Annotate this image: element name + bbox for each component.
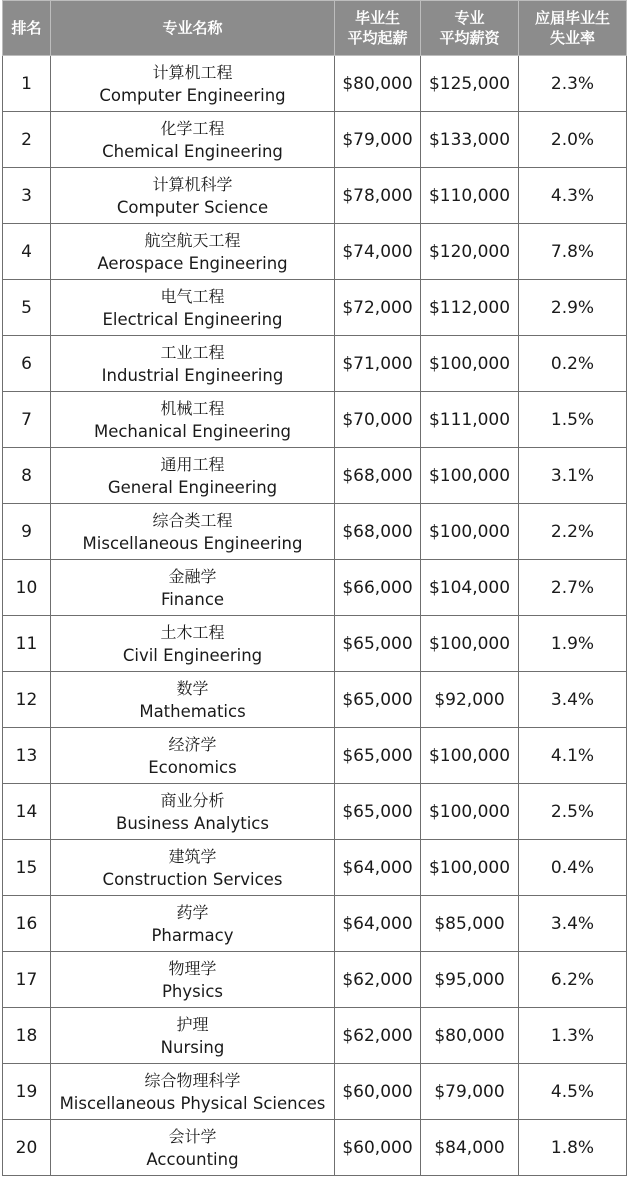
table-row xyxy=(3,392,627,448)
major-name-chinese: 计算机工程 xyxy=(152,62,233,82)
header-unemployment-line-2: 失业率 xyxy=(549,29,595,47)
major-name-english: Computer Engineering xyxy=(99,85,286,105)
rank-cell: 10 xyxy=(3,560,51,616)
table-row xyxy=(3,952,627,1008)
unemployment-rate-cell: 3.4% xyxy=(519,896,627,952)
major-cell xyxy=(51,112,335,168)
average-salary-cell: $110,000 xyxy=(421,168,519,224)
unemployment-rate-cell: 2.9% xyxy=(519,280,627,336)
starting-salary-cell: $65,000 xyxy=(335,616,421,672)
table-row xyxy=(3,896,627,952)
major-name-english: Accounting xyxy=(146,1149,239,1169)
major-name-english: Business Analytics xyxy=(116,813,269,833)
unemployment-rate-cell: 4.5% xyxy=(519,1064,627,1120)
major-cell xyxy=(51,504,335,560)
rank-cell: 13 xyxy=(3,728,51,784)
rank-cell: 5 xyxy=(3,280,51,336)
rank-cell: 3 xyxy=(3,168,51,224)
major-name-chinese: 药学 xyxy=(176,902,209,922)
major-name-chinese: 航空航天工程 xyxy=(144,230,241,250)
average-salary-cell: $100,000 xyxy=(421,728,519,784)
major-name-english: Mathematics xyxy=(139,701,246,721)
unemployment-rate-cell: 4.1% xyxy=(519,728,627,784)
table-row xyxy=(3,784,627,840)
average-salary-cell: $100,000 xyxy=(421,840,519,896)
average-salary-cell: $100,000 xyxy=(421,448,519,504)
major-cell xyxy=(51,952,335,1008)
major-name-chinese: 数学 xyxy=(176,678,209,698)
average-salary-cell: $95,000 xyxy=(421,952,519,1008)
starting-salary-cell: $62,000 xyxy=(335,952,421,1008)
major-name-chinese: 综合类工程 xyxy=(152,510,233,530)
major-name-chinese: 经济学 xyxy=(168,734,217,754)
table-row xyxy=(3,840,627,896)
starting-salary-cell: $72,000 xyxy=(335,280,421,336)
rank-cell: 14 xyxy=(3,784,51,840)
table-row xyxy=(3,336,627,392)
rank-cell: 1 xyxy=(3,56,51,112)
average-salary-cell: $92,000 xyxy=(421,672,519,728)
major-name-chinese: 会计学 xyxy=(168,1126,217,1146)
major-name-english: Mechanical Engineering xyxy=(93,421,292,441)
rank-cell: 6 xyxy=(3,336,51,392)
rank-cell: 15 xyxy=(3,840,51,896)
header-starting-salary-line-1: 毕业生 xyxy=(354,9,400,27)
major-cell xyxy=(51,168,335,224)
major-name-english: Economics xyxy=(148,757,237,777)
table-row xyxy=(3,672,627,728)
major-name-chinese: 护理 xyxy=(176,1014,209,1034)
major-name-english: Miscellaneous Engineering xyxy=(82,533,303,553)
major-name-chinese: 物理学 xyxy=(168,958,217,978)
table-header xyxy=(3,1,627,56)
header-average-salary-line-1: 专业 xyxy=(454,9,485,27)
rank-cell: 8 xyxy=(3,448,51,504)
starting-salary-cell: $68,000 xyxy=(335,504,421,560)
rank-cell: 19 xyxy=(3,1064,51,1120)
major-cell xyxy=(51,616,335,672)
rank-cell: 7 xyxy=(3,392,51,448)
starting-salary-cell: $65,000 xyxy=(335,728,421,784)
unemployment-rate-cell: 1.8% xyxy=(519,1120,627,1176)
major-name-english: Miscellaneous Physical Sciences xyxy=(59,1093,326,1113)
header-average-salary-line-2: 平均薪资 xyxy=(439,29,500,47)
unemployment-rate-cell: 0.4% xyxy=(519,840,627,896)
starting-salary-cell: $68,000 xyxy=(335,448,421,504)
unemployment-rate-cell: 7.8% xyxy=(519,224,627,280)
table-row xyxy=(3,280,627,336)
starting-salary-cell: $66,000 xyxy=(335,560,421,616)
major-name-english: Industrial Engineering xyxy=(101,365,284,385)
starting-salary-cell: $74,000 xyxy=(335,224,421,280)
header-major: 专业名称 xyxy=(51,1,335,56)
table-row xyxy=(3,560,627,616)
starting-salary-cell: $70,000 xyxy=(335,392,421,448)
unemployment-rate-cell: 3.1% xyxy=(519,448,627,504)
major-cell xyxy=(51,392,335,448)
major-name-chinese: 金融学 xyxy=(168,566,217,586)
unemployment-rate-cell: 2.5% xyxy=(519,784,627,840)
table-row xyxy=(3,1120,627,1176)
table-row xyxy=(3,224,627,280)
average-salary-cell: $100,000 xyxy=(421,504,519,560)
rank-cell: 12 xyxy=(3,672,51,728)
table-row xyxy=(3,1064,627,1120)
starting-salary-cell: $65,000 xyxy=(335,672,421,728)
starting-salary-cell: $80,000 xyxy=(335,56,421,112)
salary-ranking-table xyxy=(2,0,627,1176)
major-cell xyxy=(51,56,335,112)
rank-cell: 16 xyxy=(3,896,51,952)
major-name-english: Construction Services xyxy=(102,869,283,889)
average-salary-cell: $85,000 xyxy=(421,896,519,952)
unemployment-rate-cell: 4.3% xyxy=(519,168,627,224)
unemployment-rate-cell: 2.7% xyxy=(519,560,627,616)
major-name-chinese: 通用工程 xyxy=(160,454,225,474)
major-cell xyxy=(51,224,335,280)
starting-salary-cell: $60,000 xyxy=(335,1064,421,1120)
major-name-chinese: 化学工程 xyxy=(160,118,225,138)
rank-cell: 20 xyxy=(3,1120,51,1176)
table-row xyxy=(3,616,627,672)
major-name-english: Nursing xyxy=(160,1037,225,1057)
starting-salary-cell: $65,000 xyxy=(335,784,421,840)
major-name-english: Chemical Engineering xyxy=(102,141,283,161)
starting-salary-cell: $64,000 xyxy=(335,896,421,952)
major-name-chinese: 机械工程 xyxy=(160,398,225,418)
unemployment-rate-cell: 2.0% xyxy=(519,112,627,168)
major-cell xyxy=(51,1064,335,1120)
average-salary-cell: $133,000 xyxy=(421,112,519,168)
table-row xyxy=(3,448,627,504)
unemployment-rate-cell: 3.4% xyxy=(519,672,627,728)
rank-cell: 18 xyxy=(3,1008,51,1064)
rank-cell: 17 xyxy=(3,952,51,1008)
major-name-english: Electrical Engineering xyxy=(102,309,283,329)
major-cell xyxy=(51,448,335,504)
major-name-english: Aerospace Engineering xyxy=(97,253,288,273)
header-starting-salary-line-2: 平均起薪 xyxy=(347,29,408,47)
unemployment-rate-cell: 1.9% xyxy=(519,616,627,672)
average-salary-cell: $79,000 xyxy=(421,1064,519,1120)
header-average-salary xyxy=(421,1,519,56)
header-rank: 排名 xyxy=(3,1,51,56)
average-salary-cell: $120,000 xyxy=(421,224,519,280)
major-cell xyxy=(51,672,335,728)
header-unemployment-line-1: 应届毕业生 xyxy=(534,9,610,27)
major-cell xyxy=(51,1120,335,1176)
average-salary-cell: $112,000 xyxy=(421,280,519,336)
rank-cell: 2 xyxy=(3,112,51,168)
starting-salary-cell: $78,000 xyxy=(335,168,421,224)
average-salary-cell: $100,000 xyxy=(421,336,519,392)
unemployment-rate-cell: 2.3% xyxy=(519,56,627,112)
major-cell xyxy=(51,896,335,952)
major-name-chinese: 工业工程 xyxy=(160,342,225,362)
average-salary-cell: $100,000 xyxy=(421,784,519,840)
table-row xyxy=(3,504,627,560)
major-name-chinese: 电气工程 xyxy=(160,286,225,306)
major-cell xyxy=(51,784,335,840)
major-name-english: Finance xyxy=(160,589,225,609)
average-salary-cell: $80,000 xyxy=(421,1008,519,1064)
starting-salary-cell: $64,000 xyxy=(335,840,421,896)
average-salary-cell: $100,000 xyxy=(421,616,519,672)
table-row xyxy=(3,168,627,224)
table-body xyxy=(3,56,627,1176)
rank-cell: 11 xyxy=(3,616,51,672)
starting-salary-cell: $79,000 xyxy=(335,112,421,168)
average-salary-cell: $104,000 xyxy=(421,560,519,616)
header-row xyxy=(3,1,627,56)
average-salary-cell: $84,000 xyxy=(421,1120,519,1176)
major-cell xyxy=(51,840,335,896)
unemployment-rate-cell: 1.3% xyxy=(519,1008,627,1064)
major-cell xyxy=(51,1008,335,1064)
major-cell xyxy=(51,280,335,336)
header-starting-salary xyxy=(335,1,421,56)
major-name-english: General Engineering xyxy=(107,477,278,497)
starting-salary-cell: $62,000 xyxy=(335,1008,421,1064)
major-cell xyxy=(51,728,335,784)
major-cell xyxy=(51,336,335,392)
rank-cell: 4 xyxy=(3,224,51,280)
major-name-chinese: 建筑学 xyxy=(168,846,217,866)
major-name-english: Pharmacy xyxy=(151,925,234,945)
table-row xyxy=(3,56,627,112)
rank-cell: 9 xyxy=(3,504,51,560)
unemployment-rate-cell: 0.2% xyxy=(519,336,627,392)
unemployment-rate-cell: 1.5% xyxy=(519,392,627,448)
major-name-chinese: 土木工程 xyxy=(160,622,225,642)
unemployment-rate-cell: 2.2% xyxy=(519,504,627,560)
major-name-chinese: 计算机科学 xyxy=(152,174,233,194)
major-name-chinese: 商业分析 xyxy=(160,790,225,810)
header-unemployment xyxy=(519,1,627,56)
average-salary-cell: $125,000 xyxy=(421,56,519,112)
starting-salary-cell: $71,000 xyxy=(335,336,421,392)
major-cell xyxy=(51,560,335,616)
major-name-english: Computer Science xyxy=(116,197,269,217)
major-name-english: Civil Engineering xyxy=(122,645,263,665)
table-row xyxy=(3,728,627,784)
average-salary-cell: $111,000 xyxy=(421,392,519,448)
major-name-english: Physics xyxy=(161,981,224,1001)
starting-salary-cell: $60,000 xyxy=(335,1120,421,1176)
major-name-chinese: 综合物理科学 xyxy=(144,1070,241,1090)
table-row xyxy=(3,112,627,168)
unemployment-rate-cell: 6.2% xyxy=(519,952,627,1008)
table-row xyxy=(3,1008,627,1064)
